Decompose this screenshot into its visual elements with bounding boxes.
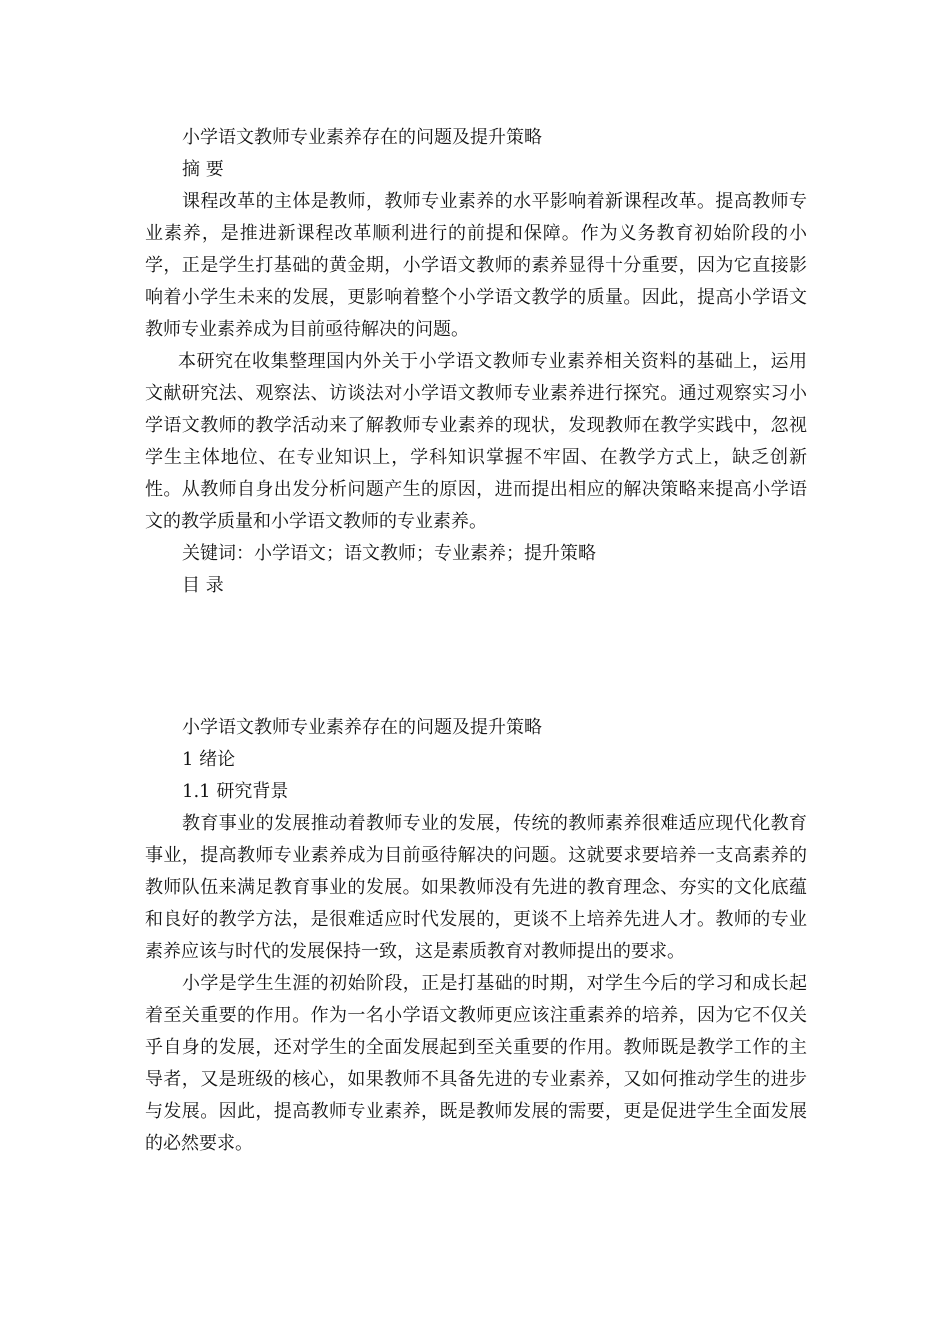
abstract-paragraph-2: 本研究在收集整理国内外关于小学语文教师专业素养相关资料的基础上，运用文献研究法、观察法、访谈法对小学语文教师专业素养进行探究。通过观察实习小学语文教师的教学活动来了解教师专业素养的现状，发现教师在教学实践中，忽视学生主体地位、在专业知识上，学科知识掌握不牢固、在教学方式上，缺乏创新性。从教师自身出发分析问题产生的原因，进而提出相应的解决策略来提高小学语文的教学质量和小学语文教师的专业素养。	[145, 351, 807, 532]
body-paragraph-2: 小学是学生生涯的初始阶段，正是打基础的时期，对学生今后的学习和成长起着至关重要的作用。作为一名小学语文教师更应该注重素养的培养，因为它不仅关乎自身的发展，还对学生的全面发展起到至关重要的作用。教师既是教学工作的主导者，又是班级的核心，如果教师不具备先进的专业素养，又如何推动学生的进步与发展。因此，提高教师专业素养，既是教师发展的需要，更是促进学生全面发展的必然要求。	[145, 973, 807, 1154]
body-title: 小学语文教师专业素养存在的问题及提升策略	[182, 717, 542, 738]
document-title: 小学语文教师专业素养存在的问题及提升策略	[182, 127, 542, 148]
body-section	[145, 712, 807, 1160]
abstract-section	[145, 122, 807, 602]
abstract-paragraph-1: 课程改革的主体是教师，教师专业素养的水平影响着新课程改革。提高教师专业素养，是推进新课程改革顺利进行的前提和保障。作为义务教育初始阶段的小学，正是学生打基础的黄金期，小学语文教师的素养显得十分重要，因为它直接影响着小学生未来的发展，更影响着整个小学语文教学的质量。因此，提高小学语文教师专业素养成为目前亟待解决的问题。	[145, 191, 807, 340]
abstract-heading: 摘 要	[182, 159, 224, 180]
body-paragraph-1: 教育事业的发展推动着教师专业的发展，传统的教师素养很难适应现代化教育事业，提高教师专业素养成为目前亟待解决的问题。这就要求要培养一支高素养的教师队伍来满足教育事业的发展。如果教师没有先进的教育理念、夯实的文化底蕴和良好的教学方法，是很难适应时代发展的，更谈不上培养先进人才。教师的专业素养应该与时代的发展保持一致，这是素质教育对教师提出的要求。	[145, 813, 807, 962]
toc-heading: 目 录	[182, 575, 224, 596]
chapter-heading: 1 绪论	[182, 749, 236, 770]
keywords-line: 关键词：小学语文；语文教师；专业素养；提升策略	[182, 543, 596, 564]
subsection-heading: 1.1 研究背景	[182, 781, 289, 802]
